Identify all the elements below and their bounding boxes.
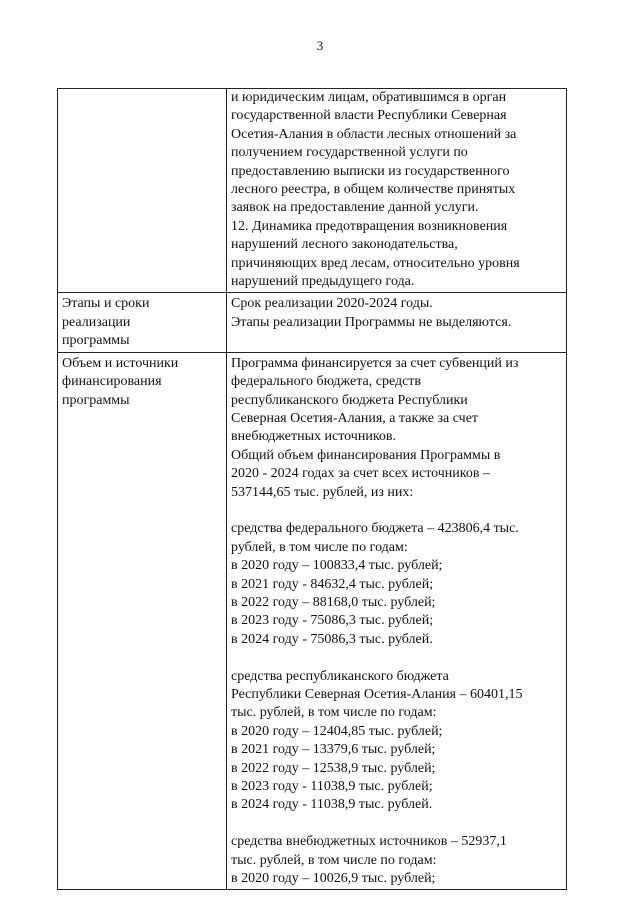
row-value-cell <box>227 89 567 293</box>
value-line: нарушений предыдущего года. <box>231 274 415 290</box>
value-line: внебюджетных источников. <box>231 429 397 445</box>
value-line: Северная Осетия-Алания, а также за счет <box>231 410 479 426</box>
label-line: Объем и источники <box>62 355 179 371</box>
value-line: в 2023 году - 75086,3 тыс. рублей; <box>231 613 434 629</box>
table-row <box>58 352 567 890</box>
program-passport-table <box>57 88 567 890</box>
value-line: в 2024 году - 75086,3 тыс. рублей. <box>231 631 433 647</box>
value-line: причиняющих вред лесам, относительно уровня <box>231 255 520 271</box>
label-line: Этапы и сроки <box>62 296 150 312</box>
value-line: предоставлению выписки из государственного <box>231 163 510 179</box>
value-line: Осетия-Алания в области лесных отношений за <box>231 126 517 142</box>
paragraph-gap <box>231 649 562 667</box>
value-line: нарушений лесного законодательства, <box>231 237 458 253</box>
value-line: средства внебюджетных источников – 52937,1 <box>231 834 507 850</box>
value-line: в 2024 году - 11038,9 тыс. рублей. <box>231 797 433 813</box>
value-line: тыс. рублей, в том числе по годам: <box>231 705 437 721</box>
value-line: в 2020 году – 100833,4 тыс. рублей; <box>231 558 443 574</box>
value-line: в 2022 году – 88168,0 тыс. рублей; <box>231 594 436 610</box>
value-line: Общий объем финансирования Программы в <box>231 447 501 463</box>
value-line: Этапы реализации Программы не выделяются. <box>231 314 512 330</box>
row-value-cell <box>227 352 567 890</box>
value-line: федерального бюджета, средств <box>231 374 422 390</box>
row-label-cell <box>58 89 227 293</box>
value-line: в 2021 году - 84632,4 тыс. рублей; <box>231 576 434 592</box>
value-line: средства федерального бюджета – 423806,4 тыс. <box>231 521 519 537</box>
value-line: государственной власти Республики Северная <box>231 108 507 124</box>
label-line: финансирования <box>62 374 162 390</box>
value-line: 2020 - 2024 годах за счет всех источников – <box>231 466 490 482</box>
value-line: рублей, в том числе по годам: <box>231 539 408 555</box>
label-line: программы <box>62 392 130 408</box>
value-line: Программа финансируется за счет субвенций из <box>231 355 519 371</box>
value-line: заявок на предоставление данной услуги. <box>231 200 479 216</box>
value-line: в 2020 году – 12404,85 тыс. рублей; <box>231 723 443 739</box>
value-line: 12. Динамика предотвращения возникновения <box>231 218 508 234</box>
table-row <box>58 89 567 293</box>
value-line: в 2020 году – 10026,9 тыс. рублей; <box>231 871 436 887</box>
value-line: лесного реестра, в общем количестве принятых <box>231 182 516 198</box>
value-line: 537144,65 тыс. рублей, из них: <box>231 484 414 500</box>
row-label-cell <box>58 293 227 352</box>
page-number: 3 <box>316 38 324 53</box>
row-value-cell <box>227 293 567 352</box>
table-row <box>58 293 567 352</box>
value-line: в 2023 году - 11038,9 тыс. рублей; <box>231 779 433 794</box>
value-line: и юридическим лицам, обратившимся в орган <box>231 90 507 105</box>
value-line: средства республиканского бюджета <box>231 668 449 684</box>
label-line: реализации <box>62 314 131 330</box>
value-line: тыс. рублей, в том числе по годам: <box>231 852 437 868</box>
value-line: в 2021 году – 13379,6 тыс. рублей; <box>231 742 436 758</box>
paragraph-gap <box>231 815 562 833</box>
row-label-cell <box>58 352 227 890</box>
value-line: в 2022 году – 12538,9 тыс. рублей; <box>231 760 436 776</box>
label-line: программы <box>62 333 130 349</box>
paragraph-gap <box>231 502 562 520</box>
value-line: Срок реализации 2020-2024 годы. <box>231 296 433 312</box>
value-line: Республики Северная Осетия-Алания – 60401,15 <box>231 686 523 702</box>
value-line: республиканского бюджета Республики <box>231 392 468 408</box>
value-line: получением государственной услуги по <box>231 145 468 161</box>
